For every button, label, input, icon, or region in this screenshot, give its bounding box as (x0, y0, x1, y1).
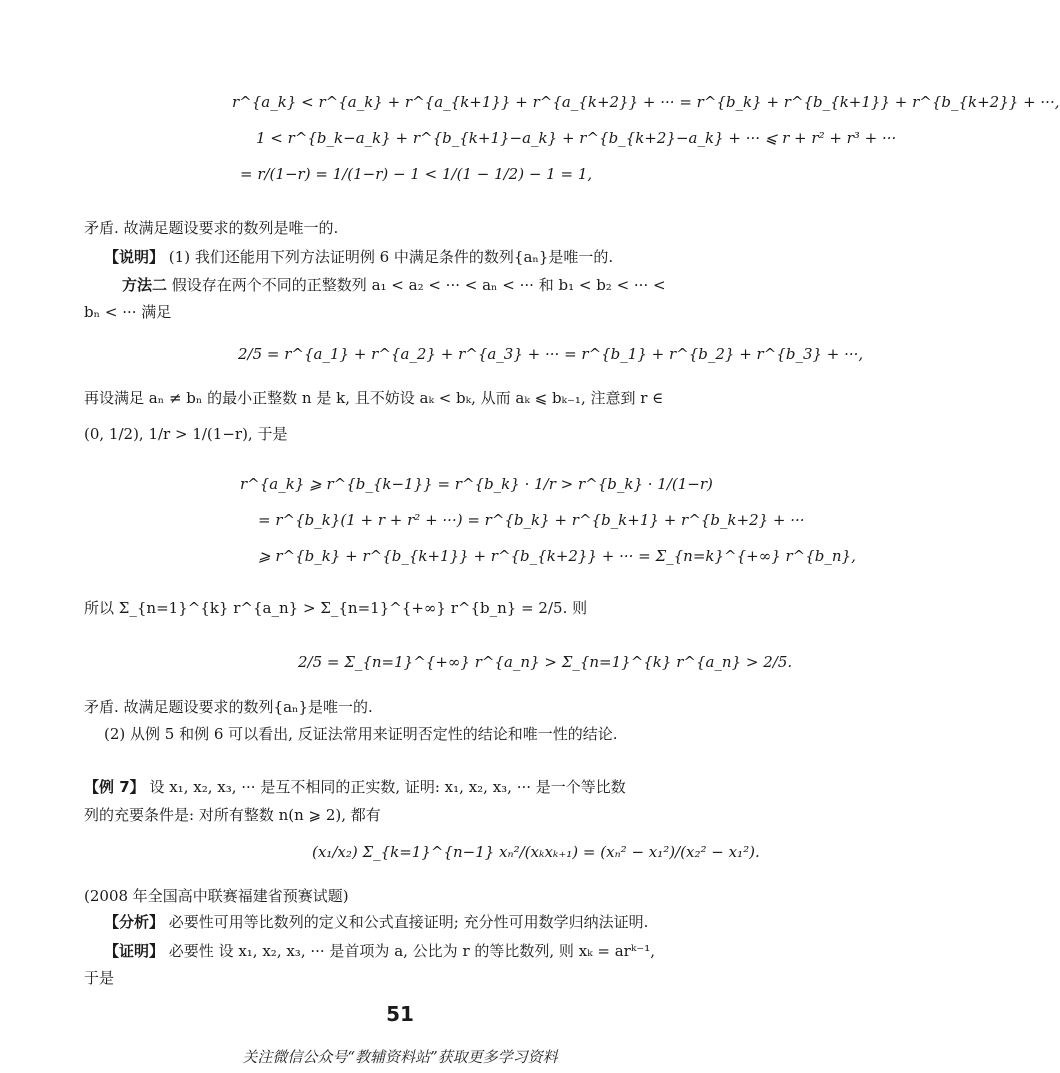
analysis-paragraph (104, 912, 648, 932)
equation-3-line-3: ⩾ r^{b_k} + r^{b_{k+1}} + r^{b_{k+2}} + ··· = Σ_{n=k}^{+∞} r^{b_n}, (258, 547, 856, 565)
source-note: (2008 年全国高中联赛福建省预赛试题) (84, 887, 349, 905)
equation-1-line-3: = r/(1−r) = 1/(1−r) − 1 < 1/(1 − 1/2) − 1 = 1, (240, 165, 593, 183)
method-two-paragraph (122, 275, 666, 295)
analysis-label: 【分析】 (104, 913, 165, 931)
paragraph-contradiction-2: 矛盾. 故满足题设要求的数列{aₙ}是唯一的. (84, 698, 373, 716)
paragraph-so: 所以 Σ_{n=1}^{k} r^{a_n} > Σ_{n=1}^{+∞} r^{b_n} = 2/5. 则 (84, 599, 588, 617)
example-7-continuation: 列的充要条件是: 对所有整数 n(n ⩾ 2), 都有 (84, 806, 381, 824)
page-number: 51 (386, 1002, 414, 1026)
method-two-continuation: bₙ < ··· 满足 (84, 303, 172, 321)
paragraph-assume-line-1: 再设满足 aₙ ≠ bₙ 的最小正整数 n 是 k, 且不妨设 aₖ < bₖ, 从而 aₖ ⩽ bₖ₋₁, 注意到 r ∈ (84, 389, 664, 407)
paragraph-remark-2: (2) 从例 5 和例 6 可以看出, 反证法常用来证明否定性的结论和唯一性的结论. (104, 725, 618, 743)
equation-4: 2/5 = Σ_{n=1}^{+∞} r^{a_n} > Σ_{n=1}^{k} r^{a_n} > 2/5. (298, 653, 793, 671)
analysis-text: 必要性可用等比数列的定义和公式直接证明; 充分性可用数学归纳法证明. (168, 913, 649, 931)
proof-label: 【证明】 (104, 942, 165, 960)
note-text: (1) 我们还能用下列方法证明例 6 中满足条件的数列{aₙ}是唯一的. (168, 248, 614, 266)
paragraph-contradiction-1: 矛盾. 故满足题设要求的数列是唯一的. (84, 219, 339, 237)
method-two-text: 假设存在两个不同的正整数列 a₁ < a₂ < ··· < aₙ < ··· 和 b₁ < b₂ < ··· < (171, 276, 666, 294)
proof-paragraph (104, 941, 655, 961)
equation-1-line-2: 1 < r^{b_k−a_k} + r^{b_{k+1}−a_k} + r^{b_{k+2}−a_k} + ··· ⩽ r + r² + r³ + ··· (256, 129, 897, 147)
equation-5: (x₁/x₂) Σ_{k=1}^{n−1} xₙ²/(xₖxₖ₊₁) = (xₙ² − x₁²)/(x₂² − x₁²). (312, 843, 760, 861)
method-two-label: 方法二 (122, 276, 168, 294)
equation-2: 2/5 = r^{a_1} + r^{a_2} + r^{a_3} + ··· = r^{b_1} + r^{b_2} + r^{b_3} + ···, (238, 345, 864, 363)
example-7-paragraph (84, 777, 626, 797)
example-7-label: 【例 7】 (84, 778, 145, 796)
proof-continuation: 于是 (84, 969, 115, 987)
note-paragraph (104, 247, 613, 267)
note-label: 【说明】 (104, 248, 165, 266)
footer-banner: 关注微信公众号“教辅资料站”获取更多学习资料 (242, 1048, 558, 1066)
equation-3-line-2: = r^{b_k}(1 + r + r² + ···) = r^{b_k} + r^{b_k+1} + r^{b_k+2} + ··· (258, 511, 805, 529)
example-7-text: 设 x₁, x₂, x₃, ··· 是互不相同的正实数, 证明: x₁, x₂, x₃, ··· 是一个等比数 (149, 778, 626, 796)
paragraph-assume-line-2: (0, 1/2), 1/r > 1/(1−r), 于是 (84, 425, 288, 443)
equation-1-line-1: r^{a_k} < r^{a_k} + r^{a_{k+1}} + r^{a_{k+2}} + ··· = r^{b_k} + r^{b_{k+1}} + r^{b_{k+2}} + ···, (232, 93, 1060, 111)
equation-3-line-1: r^{a_k} ⩾ r^{b_{k−1}} = r^{b_k} · 1/r > r^{b_k} · 1/(1−r) (240, 475, 713, 493)
proof-text: 必要性 设 x₁, x₂, x₃, ··· 是首项为 a, 公比为 r 的等比数列, 则 xₖ = arᵏ⁻¹, (168, 942, 656, 960)
